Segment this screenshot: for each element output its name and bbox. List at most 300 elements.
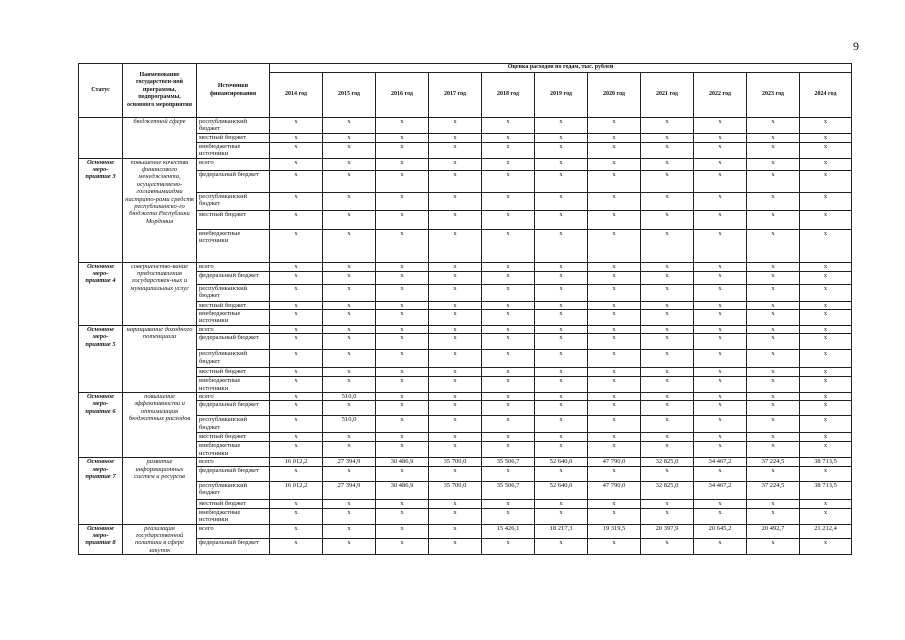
value-cell: x [641,158,694,170]
value-cell: x [588,284,641,301]
value-cell: x [429,433,482,442]
value-cell: x [800,301,852,309]
value-cell: x [482,229,535,262]
value-cell: x [376,416,429,433]
funding-source-cell: республиканский бюджет [197,481,270,499]
value-cell: x [694,310,747,326]
funding-source-cell: республиканский бюджет [197,192,270,210]
value-cell: x [641,210,694,229]
value-cell: 52 640,0 [535,458,588,466]
value-cell: x [747,334,800,350]
measure-name-cell: реализация государственной политики в сфере закупок [123,524,197,555]
header-name: Наименование государствен-ной программы, подпрограммы, основного мероприятия [123,64,197,118]
funding-source-cell: федеральный бюджет [197,170,270,192]
value-cell: x [588,262,641,271]
value-cell: 35 506,7 [482,481,535,499]
value-cell: 37 224,5 [747,458,800,466]
value-cell: x [376,301,429,309]
value-cell: x [588,271,641,284]
value-cell: x [376,229,429,262]
value-cell: x [641,377,694,393]
value-cell: x [535,539,588,555]
value-cell: x [800,133,852,142]
value-cell: x [800,262,852,271]
value-cell: 47 790,0 [588,458,641,466]
page-number: 9 [853,39,859,53]
value-cell: 35 506,7 [482,458,535,466]
value-cell: x [694,158,747,170]
value-cell: x [429,301,482,309]
value-cell: x [482,262,535,271]
value-cell: x [535,350,588,368]
value-cell: x [270,401,323,416]
value-cell: x [482,170,535,192]
value-cell: x [376,210,429,229]
value-cell: x [588,325,641,333]
value-cell: x [641,325,694,333]
value-cell: x [641,508,694,524]
value-cell: x [641,499,694,508]
value-cell: x [376,118,429,134]
value-cell: x [376,368,429,377]
value-cell: x [747,499,800,508]
value-cell: x [270,466,323,481]
funding-source-cell: внебюджетные источники [197,377,270,393]
value-cell: x [323,350,376,368]
value-cell: x [747,158,800,170]
value-cell: 16 012,2 [270,458,323,466]
value-cell: x [588,158,641,170]
funding-source-cell: всего [197,325,270,333]
value-cell: x [270,142,323,158]
value-cell: x [747,325,800,333]
value-cell: x [270,524,323,539]
value-cell: x [800,334,852,350]
value-cell: x [535,377,588,393]
value-cell: 38 713,5 [800,481,852,499]
value-cell: x [588,499,641,508]
value-cell: x [800,170,852,192]
value-cell: x [535,229,588,262]
value-cell: x [270,334,323,350]
value-cell: x [800,210,852,229]
value-cell: x [800,350,852,368]
value-cell: 18 217,3 [535,524,588,539]
value-cell: x [270,118,323,134]
value-cell: x [694,442,747,458]
value-cell: x [482,377,535,393]
value-cell: x [641,433,694,442]
value-cell: x [429,416,482,433]
value-cell: x [323,170,376,192]
value-cell: 32 825,0 [641,458,694,466]
value-cell: x [641,334,694,350]
value-cell: x [641,142,694,158]
value-cell: x [641,229,694,262]
funding-source-cell: всего [197,458,270,466]
value-cell: x [270,325,323,333]
value-cell: x [800,433,852,442]
header-sources: Источники финансирования [197,64,270,118]
value-cell: x [641,170,694,192]
value-cell: x [588,133,641,142]
value-cell: x [535,508,588,524]
value-cell: x [323,158,376,170]
value-cell: x [694,192,747,210]
value-cell: x [323,377,376,393]
value-cell: x [747,192,800,210]
funding-source-cell: внебюджетные источники [197,442,270,458]
value-cell: x [694,118,747,134]
value-cell: x [270,393,323,401]
value-cell: x [588,170,641,192]
value-cell: 32 825,0 [641,481,694,499]
value-cell: 16 012,2 [270,481,323,499]
value-cell: x [429,508,482,524]
value-cell: x [588,301,641,309]
value-cell: x [694,210,747,229]
value-cell: x [747,350,800,368]
value-cell: x [376,433,429,442]
value-cell: x [482,192,535,210]
value-cell: x [588,377,641,393]
funding-source-cell: федеральный бюджет [197,334,270,350]
value-cell: x [747,442,800,458]
value-cell: x [694,229,747,262]
value-cell: x [482,539,535,555]
value-cell: x [270,229,323,262]
value-cell: x [800,508,852,524]
value-cell: x [270,350,323,368]
value-cell: x [535,401,588,416]
value-cell: x [588,229,641,262]
value-cell: 34 467,2 [694,458,747,466]
value-cell: x [376,442,429,458]
value-cell: x [535,334,588,350]
value-cell: x [323,499,376,508]
value-cell: 19 319,5 [588,524,641,539]
value-cell: x [588,310,641,326]
value-cell: x [588,118,641,134]
value-cell: x [376,271,429,284]
value-cell: x [270,377,323,393]
value-cell: x [694,401,747,416]
table-row [79,458,852,466]
value-cell: x [323,433,376,442]
value-cell: x [376,401,429,416]
value-cell: x [429,133,482,142]
value-cell: x [641,284,694,301]
value-cell: x [323,192,376,210]
value-cell: x [641,262,694,271]
value-cell: x [270,301,323,309]
funding-source-cell: местный бюджет [197,499,270,508]
value-cell: x [270,499,323,508]
value-cell: x [429,368,482,377]
value-cell: x [429,524,482,539]
value-cell: 20 397,9 [641,524,694,539]
value-cell: x [270,284,323,301]
value-cell: x [800,118,852,134]
value-cell: x [429,401,482,416]
value-cell: x [376,508,429,524]
value-cell: x [376,284,429,301]
funding-source-cell: всего [197,262,270,271]
measure-name-cell: повышение качества финансового менеджмента, осуществляемо-гоглавнымиадми нистрато-рами средств республиканско-го бюджета Республики Мордовия [123,158,197,262]
value-cell: x [641,466,694,481]
value-cell: x [747,170,800,192]
value-cell: x [641,350,694,368]
value-cell: x [641,310,694,326]
value-cell: x [270,416,323,433]
value-cell: 37 224,5 [747,481,800,499]
funding-source-cell: местный бюджет [197,368,270,377]
value-cell: x [747,416,800,433]
value-cell: x [800,310,852,326]
value-cell: x [588,401,641,416]
value-cell: x [270,158,323,170]
value-cell: x [323,508,376,524]
value-cell: x [535,133,588,142]
value-cell: x [429,170,482,192]
value-cell: x [694,393,747,401]
value-cell: x [482,325,535,333]
status-cell: Основное меро-приятие 8 [79,524,123,555]
value-cell: x [747,401,800,416]
value-cell: 27 394,9 [323,458,376,466]
value-cell: x [535,499,588,508]
funding-source-cell: республиканский бюджет [197,416,270,433]
value-cell: x [800,158,852,170]
value-cell: x [747,433,800,442]
value-cell: x [588,368,641,377]
value-cell: x [694,377,747,393]
value-cell: x [588,508,641,524]
expenditure-table [78,63,852,555]
value-cell: x [694,466,747,481]
value-cell: x [694,508,747,524]
value-cell: x [376,192,429,210]
value-cell: x [376,466,429,481]
value-cell: x [482,301,535,309]
value-cell: x [429,118,482,134]
value-cell: x [535,210,588,229]
funding-source-cell: всего [197,524,270,539]
value-cell: x [376,310,429,326]
value-cell: x [323,301,376,309]
value-cell: x [747,508,800,524]
value-cell: x [747,368,800,377]
value-cell: x [482,142,535,158]
value-cell: x [376,325,429,333]
funding-source-cell: федеральный бюджет [197,271,270,284]
value-cell: x [376,393,429,401]
value-cell: x [641,368,694,377]
value-cell: x [429,393,482,401]
value-cell: x [323,401,376,416]
value-cell: x [270,133,323,142]
value-cell: x [429,499,482,508]
header-estimate: Оценка расходов по годам, тыс. рублей [270,64,852,73]
value-cell: x [588,192,641,210]
value-cell: x [747,271,800,284]
value-cell: x [800,416,852,433]
value-cell: 38 713,5 [800,458,852,466]
value-cell: x [747,377,800,393]
value-cell: x [535,158,588,170]
measure-name-cell: наращивание доходного потенциала [123,325,197,392]
value-cell: x [270,192,323,210]
value-cell: x [376,142,429,158]
value-cell: x [694,262,747,271]
value-cell: 510,0 [323,393,376,401]
value-cell: x [376,377,429,393]
value-cell: x [323,466,376,481]
value-cell: x [641,118,694,134]
value-cell: x [376,524,429,539]
value-cell: x [429,539,482,555]
value-cell: x [482,350,535,368]
year-header: 2022 год [694,73,747,118]
value-cell: x [376,158,429,170]
value-cell: x [535,393,588,401]
value-cell: 20 645,2 [694,524,747,539]
value-cell: x [535,271,588,284]
value-cell: x [270,170,323,192]
value-cell: x [323,284,376,301]
value-cell: x [747,301,800,309]
value-cell: x [482,368,535,377]
value-cell: x [535,192,588,210]
value-cell: x [535,433,588,442]
value-cell: x [429,158,482,170]
value-cell: x [588,210,641,229]
table-row [79,524,852,539]
value-cell: 47 790,0 [588,481,641,499]
value-cell: x [429,229,482,262]
value-cell: x [482,210,535,229]
status-cell: Основное меро-приятие 4 [79,262,123,325]
funding-source-cell: республиканский бюджет [197,118,270,134]
status-cell [79,118,123,159]
value-cell: x [800,192,852,210]
value-cell: x [800,393,852,401]
value-cell: x [323,118,376,134]
value-cell: x [323,310,376,326]
value-cell: x [641,301,694,309]
value-cell: x [323,133,376,142]
value-cell: x [694,368,747,377]
value-cell: x [323,229,376,262]
value-cell: x [694,170,747,192]
status-cell: Основное меро-приятие 3 [79,158,123,262]
value-cell: x [429,334,482,350]
table-row [79,118,852,134]
value-cell: x [694,142,747,158]
value-cell: x [641,393,694,401]
funding-source-cell: внебюджетные источники [197,229,270,262]
value-cell: 35 700,0 [429,481,482,499]
value-cell: x [694,325,747,333]
value-cell: x [482,284,535,301]
status-cell: Основное меро-приятие 7 [79,458,123,524]
value-cell: x [429,325,482,333]
measure-name-cell: совершенство-вание предоставления государствен-ных и муниципальных услуг [123,262,197,325]
year-header: 2014 год [270,73,323,118]
table-row [79,393,852,401]
value-cell: x [429,192,482,210]
funding-source-cell: местный бюджет [197,301,270,309]
value-cell: x [429,350,482,368]
value-cell: x [429,466,482,481]
value-cell: x [323,271,376,284]
funding-source-cell: федеральный бюджет [197,401,270,416]
value-cell: 52 640,0 [535,481,588,499]
value-cell: x [588,334,641,350]
value-cell: x [429,142,482,158]
measure-name-cell: развитие информационных систем и ресурсов [123,458,197,524]
value-cell: x [800,466,852,481]
year-header: 2018 год [482,73,535,118]
value-cell: x [429,210,482,229]
year-header: 2017 год [429,73,482,118]
value-cell: x [588,350,641,368]
value-cell: x [694,133,747,142]
value-cell: x [800,539,852,555]
value-cell: x [482,442,535,458]
year-header: 2020 год [588,73,641,118]
value-cell: x [588,142,641,158]
value-cell: x [535,368,588,377]
funding-source-cell: республиканский бюджет [197,350,270,368]
value-cell: x [323,142,376,158]
measure-name-cell: повышение эффективности и оптимизация бюджетных расходов [123,393,197,458]
value-cell: x [747,229,800,262]
value-cell: x [800,142,852,158]
value-cell: x [800,377,852,393]
table-row [79,158,852,170]
value-cell: x [429,284,482,301]
value-cell: x [482,393,535,401]
table-row [79,325,852,333]
value-cell: x [694,271,747,284]
value-cell: x [376,133,429,142]
value-cell: x [694,334,747,350]
header-status: Статус [79,64,123,118]
value-cell: x [323,368,376,377]
value-cell: x [800,442,852,458]
value-cell: x [323,325,376,333]
value-cell: x [482,499,535,508]
value-cell: x [694,301,747,309]
value-cell: x [482,401,535,416]
value-cell: x [694,350,747,368]
value-cell: x [270,210,323,229]
value-cell: x [535,118,588,134]
value-cell: x [482,133,535,142]
funding-source-cell: внебюджетные источники [197,508,270,524]
value-cell: x [800,499,852,508]
value-cell: x [641,401,694,416]
value-cell: x [694,499,747,508]
funding-source-cell: местный бюджет [197,133,270,142]
value-cell: x [376,499,429,508]
value-cell: x [270,442,323,458]
year-header: 2015 год [323,73,376,118]
value-cell: x [482,334,535,350]
value-cell: x [323,334,376,350]
value-cell: x [429,262,482,271]
